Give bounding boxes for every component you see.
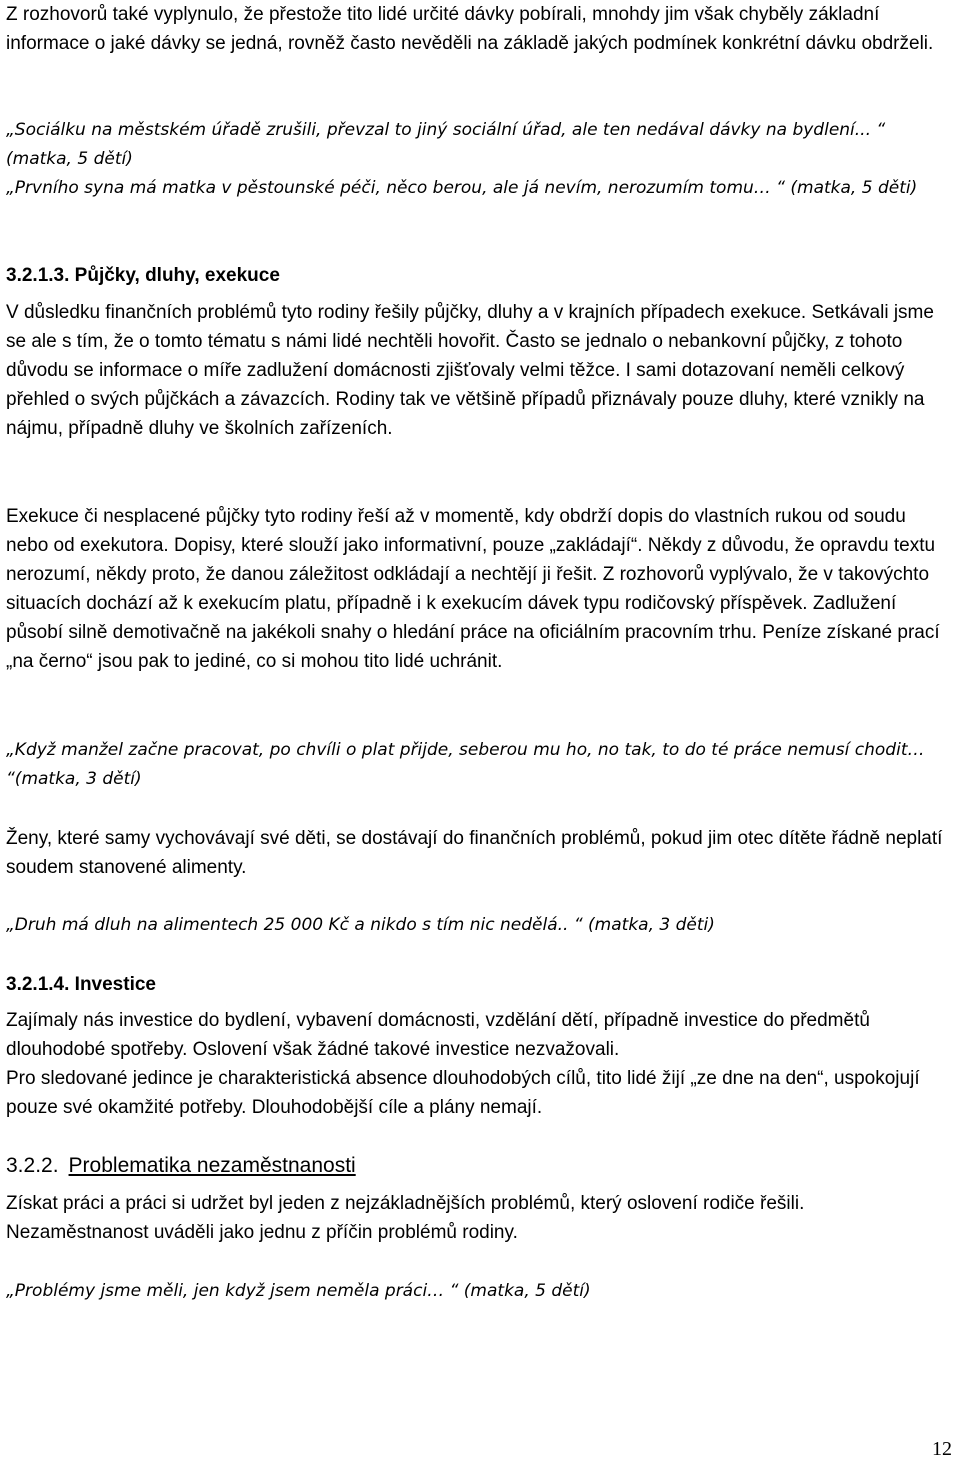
quote-1a: „Sociálku na městském úřadě zrušili, převzal to jiný sociální úřad, ale ten nedával dávky na bydlení... “ (matka, 5 dětí) xyxy=(6,120,886,169)
quote-2: „Když manžel začne pracovat, po chvíli o plat přijde, seberou mu ho, no tak, to do té práce nemusí chodit… “(matka, 3 dětí) xyxy=(6,740,925,789)
paragraph-3213-1: V důsledku finančních problémů tyto rodiny řešily půjčky, dluhy a v krajních případech exekuce. Setkávali jsme se ale s tím, že o tomto tématu s námi lidé nechtěli hovořit. Často se jednalo o nebankovní půjčky, z tohoto důvodu se informace o míře zadlužení domácnosti zjišťovaly velmi těžce. I sami dotazovaní neměli celkový přehled o svých půjčkách a závazcích. Rodiny tak ve většině případů přiznávaly pouze dluhy, které vznikly na nájmu, případně dluhy ve školních zařízeních. xyxy=(6,302,934,439)
quote-4: „Problémy jsme měli, jen když jsem neměla práci… “ (matka, 5 dětí) xyxy=(6,1281,591,1301)
quote-block-1 xyxy=(6,116,952,203)
quote-1b: „Prvního syna má matka v pěstounské péči, něco berou, ale já nevím, nerozumím tomu… “ (matka, 5 děti) xyxy=(6,178,918,198)
paragraph-3213-3: Ženy, které samy vychovávají své děti, se dostávají do finančních problémů, pokud jim otec dítěte řádně neplatí soudem stanovené alimenty. xyxy=(6,828,943,878)
page-number: 12 xyxy=(932,1438,952,1460)
paragraph-3214-1: Zajímaly nás investice do bydlení, vybavení domácnosti, vzdělání dětí, případně investice do předmětů dlouhodobé spotřeby. Oslovení však žádné takové investice nezvažovali. xyxy=(6,1010,870,1060)
heading-3214: 3.2.1.4. Investice xyxy=(6,974,156,995)
heading-3213: 3.2.1.3. Půjčky, dluhy, exekuce xyxy=(6,265,280,286)
paragraph-3213-2: Exekuce či nesplacené půjčky tyto rodiny řeší až v momentě, kdy obdrží dopis do vlastních rukou od soudu nebo od exekutora. Dopisy, které slouží jako informativní, pouze „zakládají“. Někdy z důvodu, že opravdu textu nerozumí, někdy proto, že danou záležitost odkládají a nechtějí ji řešit. Z rozhovorů vyplývalo, že v takovýchto situacích dochází až k exekucím platu, případně i k exekucím dávek typu rodičovský příspěvek. Zadlužení působí silně demotivačně na jakékoli snahy o hledání práce na oficiálním pracovním trhu. Peníze získané prací „na černo“ jsou pak to jediné, co si mohou tito lidé uchránit. xyxy=(6,506,940,672)
quote-3: „Druh má dluh na alimentech 25 000 Kč a nikdo s tím nic nedělá.. “ (matka, 3 děti) xyxy=(6,915,715,935)
heading-322-number: 3.2.2. xyxy=(6,1154,59,1177)
paragraph-3214-2: Pro sledované jedince je charakteristická absence dlouhodobých cílů, tito lidé žijí „ze dne na den“, uspokojují pouze své okamžité potřeby. Dlouhodobější cíle a plány nemají. xyxy=(6,1068,920,1118)
heading-322 xyxy=(6,1151,952,1180)
intro-paragraph: Z rozhovorů také vyplynulo, že přestože tito lidé určité dávky pobírali, mnohdy jim však chyběly základní informace o jaké dávky se jedná, rovněž často nevěděli na základě jakých podmínek konkrétní dávku obdrželi. xyxy=(6,4,934,54)
paragraph-322: Získat práci a práci si udržet byl jeden z nejzákladnějších problémů, který oslovení rodiče řešili. Nezaměstnanost uváděli jako jednu z příčin problémů rodiny. xyxy=(6,1193,805,1243)
heading-322-title: Problematika nezaměstnanosti xyxy=(68,1154,356,1177)
